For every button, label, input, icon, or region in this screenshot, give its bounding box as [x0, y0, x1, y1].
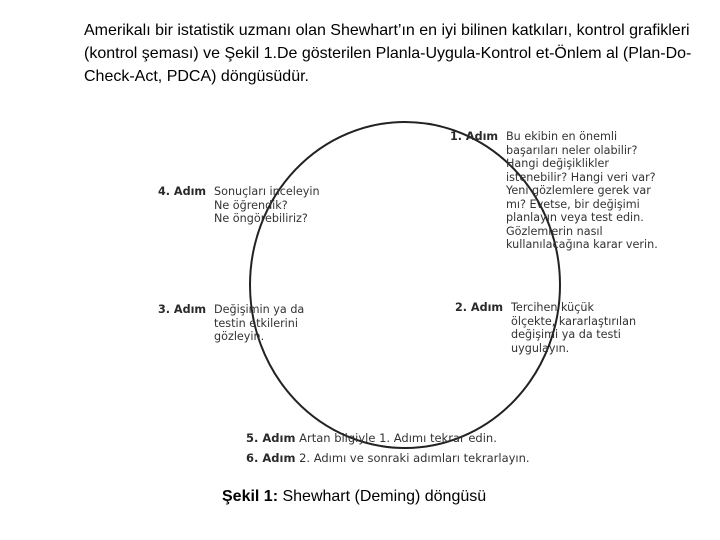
step-4-text: Sonuçları inceleyin Ne öğrendik? Ne öngörebiliriz?	[214, 185, 320, 225]
caption-text: Shewhart (Deming) döngüsü	[282, 488, 487, 505]
step-2-text: Tercihen küçük ölçekte, kararlaştırılan değişimi ya da testi uygulayın.	[511, 301, 637, 355]
step-6	[246, 452, 530, 466]
step-3-label: 3. Adım	[158, 303, 207, 316]
step-3-text: Değişimin ya da testin etkilerini gözleyin.	[214, 303, 305, 343]
step-4	[158, 185, 320, 226]
step-4-label: 4. Adım	[158, 185, 207, 198]
step-2-label: 2. Adım	[455, 301, 504, 314]
step-1	[450, 130, 658, 252]
figure-caption	[222, 488, 486, 506]
step-3	[158, 303, 304, 344]
step-1-label: 1. Adım	[450, 130, 499, 143]
step-6-label: 6. Adım	[246, 451, 296, 465]
step-5-label: 5. Adım	[246, 431, 296, 445]
step-6-text: 2. Adımı ve sonraki adımları tekrarlayın.	[299, 451, 530, 465]
step-2	[455, 301, 636, 355]
step-1-text: Bu ekibin en önemli başarıları neler olabilir? Hangi değişiklikler istenebilir? Hangi veri var? Yeni gözlemlere gerek var mı? Evetse, bir değişimi planlayın veya test edin. Gözlemlerin nasıl kullanılacağına karar verin.	[506, 130, 658, 251]
step-5-text: Artan bilgiyle 1. Adımı tekrar edin.	[299, 431, 497, 445]
step-5	[246, 432, 497, 446]
intro-paragraph: Amerikalı bir istatistik uzmanı olan Shewhart’ın en iyi bilinen katkıları, kontrol grafikleri (kontrol şeması) ve Şekil 1.De gösterilen Planla-Uygula-Kontrol et-Önlem al (Plan-Do-Check-Act, PDCA) döngüsüdür.	[84, 22, 692, 85]
caption-label: Şekil 1:	[222, 488, 279, 505]
